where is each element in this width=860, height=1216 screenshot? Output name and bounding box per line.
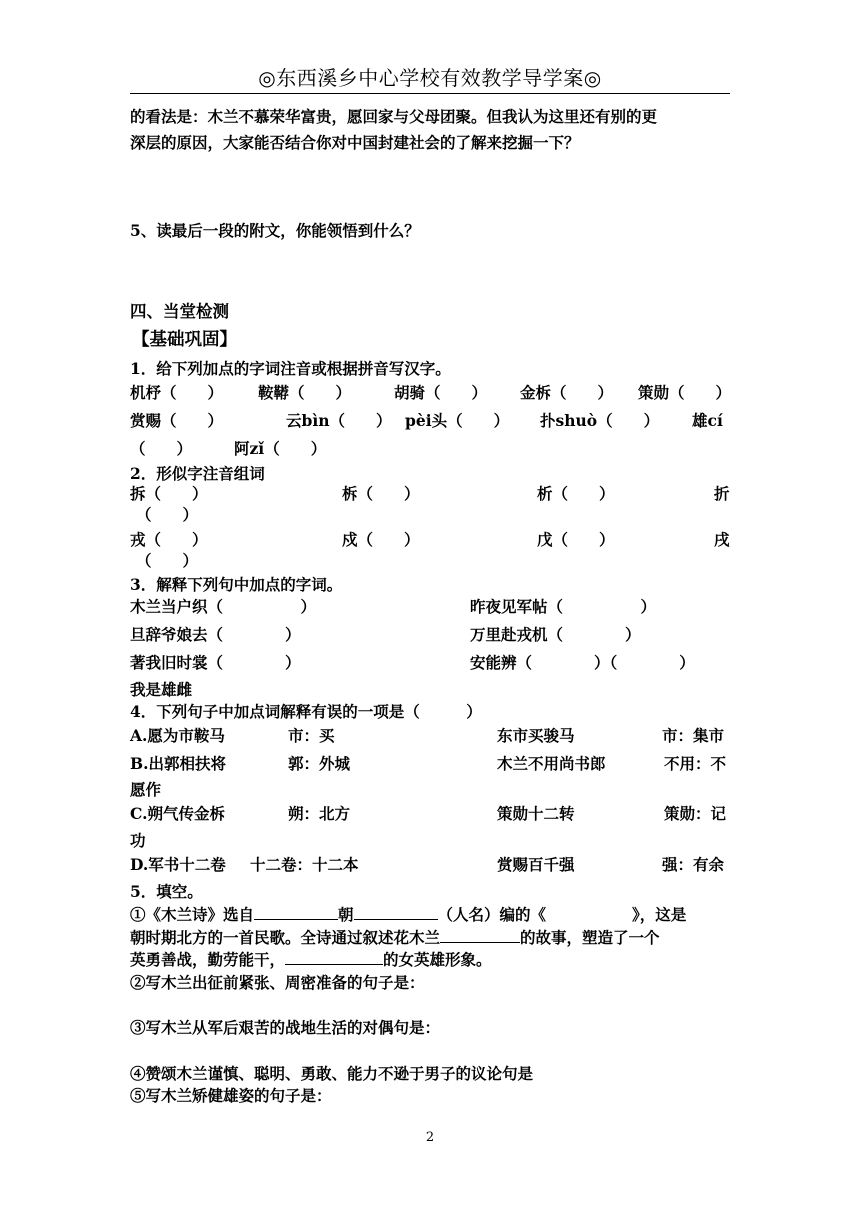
- q5-text: 》，这是: [632, 905, 687, 924]
- fill-blank[interactable]: [254, 905, 338, 920]
- q2-item: 戎（ ）: [130, 530, 208, 549]
- q2-item: 析（ ）: [537, 484, 615, 503]
- q5-sub-3: ③写木兰从军后艰苦的战地生活的对偶句是：: [130, 1018, 441, 1037]
- q1-item: 策勋（ ）: [638, 383, 732, 402]
- q3-item: 我是雄雌: [130, 680, 193, 699]
- q1-item: 阿zǐ（ ）: [234, 439, 327, 458]
- q1-item: （ ）: [130, 439, 193, 458]
- q2-item: （ ）: [136, 505, 199, 524]
- q5-text: 朝时期北方的一首民歌。全诗通过叙述花木兰: [130, 928, 441, 947]
- q4-option: 赏赐百千强: [497, 855, 575, 874]
- q1-item: 赏赐（ ）: [130, 411, 224, 430]
- q4-option: 木兰不用尚书郎: [497, 754, 606, 773]
- q3-item: 安能辨（ ）（ ）: [470, 653, 695, 672]
- q4-option-gloss: 朔：北方: [288, 804, 351, 823]
- q4-option-gloss: 十二卷：十二本: [250, 855, 359, 874]
- fill-blank[interactable]: [440, 928, 520, 943]
- q3-title: 3．解释下列句中加点的字词。: [130, 575, 343, 594]
- q5-line-1: [130, 903, 686, 925]
- fill-blank[interactable]: [354, 905, 438, 920]
- q5-text: 的女英雄形象。: [383, 950, 492, 969]
- q4-option-cont: 愿作: [130, 780, 162, 799]
- q4-option-gloss: 强：有余: [662, 855, 725, 874]
- q3-item: 万里赴戎机（ ）: [470, 625, 641, 644]
- q1-item: 胡骑（ ）: [394, 383, 488, 402]
- q4-title: 4．下列句子中加点词解释有误的一项是（ ）: [130, 702, 482, 721]
- header-rule: [130, 93, 730, 94]
- page-header: ◎东西溪乡中心学校有效教学导学案◎: [258, 66, 602, 90]
- q1-title: 1．给下列加点的字词注音或根据拼音写汉字。: [130, 359, 451, 378]
- question-5-reflection: 5、读最后一段的附文，你能领悟到什么？: [130, 221, 420, 240]
- intro-line-2: 深层的原因，大家能否结合你对中国封建社会的了解来挖掘一下？: [130, 133, 580, 152]
- q1-item: 金柝（ ）: [520, 383, 614, 402]
- q5-sub-2: ②写木兰出征前紧张、周密准备的句子是：: [130, 973, 425, 992]
- q3-item: 昨夜见军帖（ ）: [470, 597, 657, 616]
- q1-item: pèi头（ ）: [405, 411, 510, 430]
- q3-item: 著我旧时裳（ ）: [130, 653, 301, 672]
- q1-item: 扑shuò（ ）: [540, 411, 660, 430]
- q3-item: 旦辞爷娘去（ ）: [130, 625, 301, 644]
- section-title: 四、当堂检测: [130, 302, 229, 321]
- q1-item: 机杼（ ）: [130, 383, 224, 402]
- q4-option-cont: 功: [130, 831, 146, 850]
- q4-option: C.朔气传金柝: [130, 804, 225, 823]
- q2-item: 戊（ ）: [537, 530, 615, 549]
- page-number: 2: [425, 1130, 435, 1145]
- q5-text: 的故事，塑造了一个: [520, 928, 660, 947]
- q5-text: 英勇善战，勤劳能干，: [130, 950, 286, 969]
- q2-title: 2．形似字注音组词: [130, 464, 265, 483]
- q4-option: 东市买骏马: [497, 726, 575, 745]
- q5-sub-4: ④赞颂木兰谨慎、聪明、勇敢、能力不逊于男子的议论句是: [130, 1064, 534, 1083]
- q5-text: （人名）编的《: [437, 905, 547, 924]
- q5-text: 朝: [338, 905, 354, 924]
- q2-item: （ ）: [136, 551, 199, 570]
- q4-option-gloss: 策勋：记: [664, 804, 727, 823]
- q2-item: 拆（ ）: [130, 484, 208, 503]
- q1-item: 雄cí: [692, 411, 723, 430]
- q4-option-gloss: 不用：不: [664, 754, 727, 773]
- q2-item: 戌: [714, 530, 730, 549]
- q1-item: 云bìn（ ）: [286, 411, 392, 430]
- q4-option: D.军书十二卷: [130, 855, 226, 874]
- q4-option-gloss: 郭：外城: [288, 754, 351, 773]
- q1-item: 鞍鞯（ ）: [258, 383, 352, 402]
- q2-item: 柝（ ）: [342, 484, 420, 503]
- q4-option-gloss: 市：集市: [662, 726, 725, 745]
- q4-option: A.愿为市鞍马: [130, 726, 225, 745]
- section-subtitle: 【基础巩固】: [132, 330, 237, 350]
- intro-line-1: 的看法是：木兰不慕荣华富贵，愿回家与父母团聚。但我认为这里还有别的更: [130, 107, 658, 126]
- fill-blank[interactable]: [285, 950, 383, 965]
- q5-text: ①《木兰诗》选自: [130, 905, 255, 924]
- q4-option-gloss: 市：买: [288, 726, 335, 745]
- q5-line-3: [130, 948, 492, 970]
- q4-option: B.出郭相扶将: [130, 754, 226, 773]
- q5-sub-5: ⑤写木兰矫健雄姿的句子是：: [130, 1086, 332, 1105]
- q5-line-2: [130, 926, 660, 948]
- q4-option: 策勋十二转: [497, 804, 575, 823]
- q2-item: 戍（ ）: [342, 530, 420, 549]
- q5-title: 5．填空。: [130, 882, 203, 901]
- q3-item: 木兰当户织（ ）: [130, 597, 317, 616]
- q2-item: 折: [714, 484, 730, 503]
